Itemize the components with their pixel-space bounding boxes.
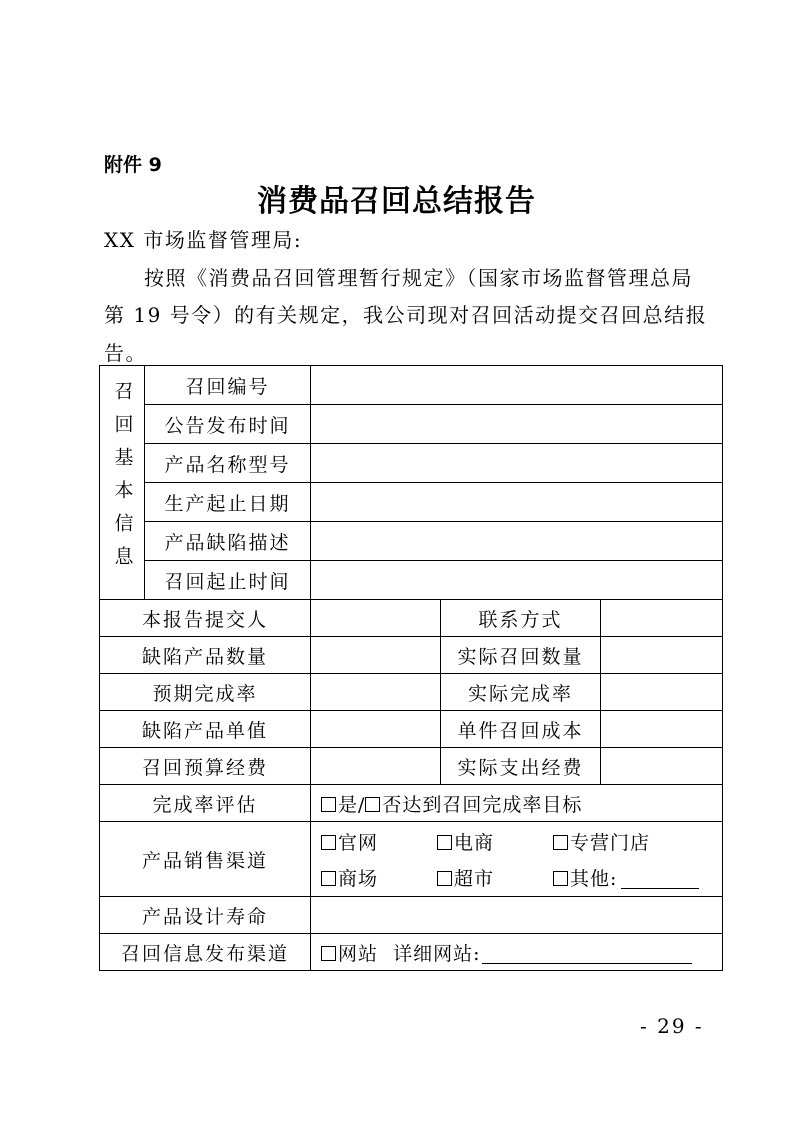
product-model-field[interactable]	[311, 444, 723, 483]
website-label: 网站	[338, 942, 379, 965]
yes-label: 是/	[338, 793, 366, 816]
table-row	[100, 934, 723, 971]
recall-summary-form	[99, 365, 723, 971]
row-label: 单件召回成本	[441, 711, 601, 748]
category-label: 召回基本信息	[111, 381, 134, 579]
table-row	[100, 897, 723, 934]
table-row	[100, 366, 723, 405]
table-row	[100, 748, 723, 785]
design-life-field[interactable]	[311, 897, 723, 934]
checkbox-no[interactable]	[365, 797, 380, 812]
row-label: 召回编号	[145, 366, 311, 405]
other-blank-line[interactable]	[621, 870, 699, 889]
checkbox-supermarket[interactable]	[437, 871, 452, 886]
option-label: 商场	[338, 867, 379, 890]
checkbox-yes[interactable]	[321, 797, 336, 812]
table-row	[100, 522, 723, 561]
actual-rate-field[interactable]	[601, 674, 723, 711]
row-label: 产品销售渠道	[100, 822, 311, 897]
defect-description-field[interactable]	[311, 522, 723, 561]
row-label: 实际支出经费	[441, 748, 601, 785]
row-label: 召回起止时间	[145, 561, 311, 600]
row-label: 实际召回数量	[441, 637, 601, 674]
addressee: XX 市场监督管理局:	[104, 228, 303, 252]
table-row	[100, 444, 723, 483]
option-label: 其他:	[570, 867, 618, 890]
actual-expense-field[interactable]	[601, 748, 723, 785]
row-label: 缺陷产品数量	[100, 637, 311, 674]
attachment-label: 附件 9	[104, 154, 162, 176]
no-label: 否达到召回完成率目标	[382, 793, 583, 816]
detail-website-label: 详细网站:	[393, 942, 481, 965]
page-number: - 29 -	[640, 1014, 704, 1038]
sales-channel-options	[311, 822, 723, 897]
defect-quantity-field[interactable]	[311, 637, 441, 674]
row-label: 产品缺陷描述	[145, 522, 311, 561]
budget-field[interactable]	[311, 748, 441, 785]
checkbox-ecommerce[interactable]	[437, 835, 452, 850]
recall-period-field[interactable]	[311, 561, 723, 600]
table-row	[100, 600, 723, 637]
checkbox-official-site[interactable]	[321, 835, 336, 850]
row-label: 本报告提交人	[100, 600, 311, 637]
row-label: 生产起止日期	[145, 483, 311, 522]
row-label: 产品设计寿命	[100, 897, 311, 934]
recall-number-field[interactable]	[311, 366, 723, 405]
option-label: 专营门店	[570, 831, 651, 854]
production-dates-field[interactable]	[311, 483, 723, 522]
contact-field[interactable]	[601, 600, 723, 637]
checkbox-mall[interactable]	[321, 871, 336, 886]
row-label: 实际完成率	[441, 674, 601, 711]
unit-cost-field[interactable]	[601, 711, 723, 748]
publish-channel-field	[311, 934, 723, 971]
evaluation-field	[311, 785, 723, 822]
table-row	[100, 822, 723, 897]
row-label: 缺陷产品单值	[100, 711, 311, 748]
option-label: 官网	[338, 831, 379, 854]
row-label: 产品名称型号	[145, 444, 311, 483]
table-row	[100, 405, 723, 444]
table-row	[100, 785, 723, 822]
unit-value-field[interactable]	[311, 711, 441, 748]
checkbox-exclusive-store[interactable]	[553, 835, 568, 850]
checkbox-website[interactable]	[321, 946, 336, 961]
table-row	[100, 674, 723, 711]
website-blank-line[interactable]	[482, 945, 692, 964]
table-row	[100, 483, 723, 522]
row-label: 召回信息发布渠道	[100, 934, 311, 971]
table-row	[100, 637, 723, 674]
intro-line-1: 按照《消费品召回管理暂行规定》（国家市场监督管理总局	[144, 266, 693, 290]
checkbox-other[interactable]	[553, 871, 568, 886]
row-label: 预期完成率	[100, 674, 311, 711]
row-label: 召回预算经费	[100, 748, 311, 785]
category-cell	[100, 366, 145, 600]
option-label: 超市	[454, 867, 495, 890]
table-row	[100, 711, 723, 748]
option-label: 电商	[454, 831, 495, 854]
document-title: 消费品召回总结报告	[257, 184, 536, 219]
row-label: 联系方式	[441, 600, 601, 637]
recalled-quantity-field[interactable]	[601, 637, 723, 674]
expected-rate-field[interactable]	[311, 674, 441, 711]
table-row	[100, 561, 723, 600]
row-label: 公告发布时间	[145, 405, 311, 444]
intro-line-2: 第 19 号令）的有关规定，我公司现对召回活动提交召回总结报	[104, 303, 708, 327]
intro-line-3: 告。	[104, 341, 147, 365]
row-label: 完成率评估	[100, 785, 311, 822]
submitter-field[interactable]	[311, 600, 441, 637]
announcement-time-field[interactable]	[311, 405, 723, 444]
